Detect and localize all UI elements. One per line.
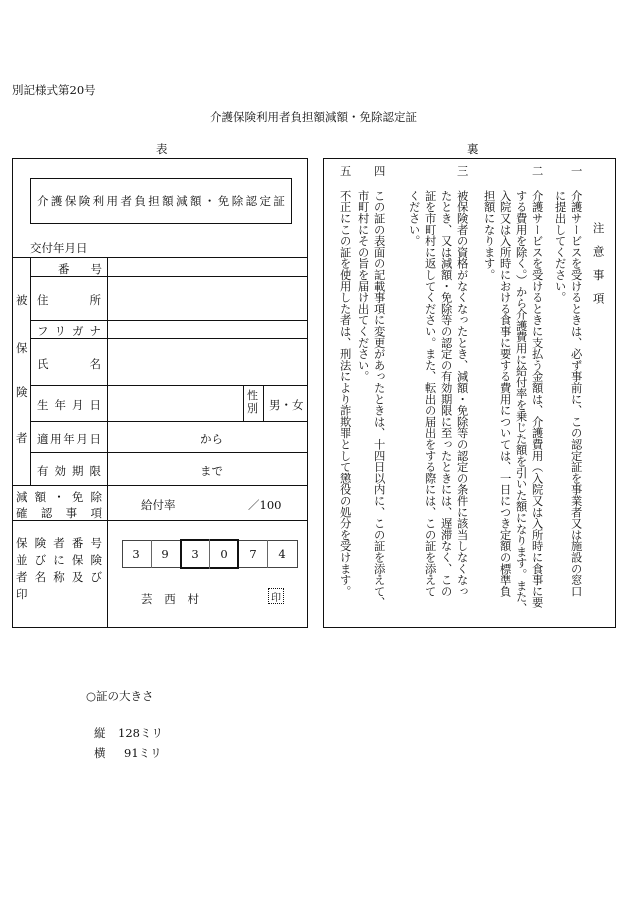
label-char: 者 — [16, 570, 28, 584]
benefit-rate-label: 給付率 — [141, 498, 176, 512]
sex-label: 性別 — [247, 389, 258, 415]
seal-mark: 印 — [268, 588, 284, 604]
label-char: 西 — [164, 592, 176, 606]
label-char: 有 — [37, 464, 49, 478]
note-number-1: 一 — [569, 165, 583, 177]
label-char: 氏 — [37, 357, 49, 371]
valid-until-text: まで — [200, 464, 223, 478]
label-char: 認 — [245, 194, 258, 208]
label-char: 除 — [90, 490, 102, 504]
label-char: び — [34, 553, 47, 567]
label-char: フ — [37, 324, 49, 338]
insurer-digit-2: 9 — [161, 547, 169, 561]
label-char: 名 — [34, 570, 47, 584]
birthdate-label — [37, 397, 101, 413]
label-char: 並 — [16, 553, 28, 567]
label-char: 期 — [72, 464, 84, 478]
label-char: 険 — [78, 194, 91, 208]
label-char: 号 — [90, 536, 102, 550]
label-char: 護 — [50, 194, 63, 208]
insurer-digit-1: 3 — [132, 547, 140, 561]
label-char: 年 — [63, 432, 75, 446]
note-2-line-1: 介護サービスを受けるときに支払う金額は、介護費用（入院又は入所時に食事に要 — [530, 190, 544, 609]
label-char: 村 — [187, 592, 199, 606]
document-title: 介護保険利用者負担額減額・免除認定証 — [210, 110, 417, 124]
label-char: 保 — [64, 194, 77, 208]
issue-date-label: 交付年月日 — [30, 241, 88, 255]
insurer-digit-5: 7 — [249, 547, 257, 561]
note-3-line-3: 証を市町村に返してください。また、転出の届出をする際には、この証を添えて — [423, 190, 437, 597]
label-char: 用 — [50, 432, 62, 446]
label-char: 減 — [176, 194, 188, 208]
label-char: 介 — [37, 194, 49, 208]
label-char: ナ — [89, 324, 101, 338]
label-char: 項 — [90, 506, 102, 520]
benefit-rate-unit: ／100 — [248, 498, 282, 512]
label-char: び — [90, 570, 102, 584]
note-3-line-4: ください。 — [407, 190, 421, 247]
label-char: 除 — [231, 194, 244, 208]
note-5-line-1: 不正にこの証を使用した者は、刑法により詐欺罪として懲役の処分を受けます。 — [338, 190, 352, 597]
label-char: 用 — [106, 194, 119, 208]
label-char: ・ — [53, 490, 65, 504]
label-char: 月 — [72, 398, 84, 412]
label-char: 利 — [92, 194, 105, 208]
label-char: ガ — [72, 324, 84, 338]
certificate-title — [37, 193, 285, 209]
label-char: 日 — [89, 398, 101, 412]
note-1-line-2: に提出してください。 — [553, 190, 567, 303]
address-label — [37, 292, 101, 308]
label-char: 名 — [89, 357, 101, 371]
label-char: 番 — [58, 262, 70, 276]
reduction-label-1 — [16, 489, 102, 505]
label-char: 日 — [89, 432, 101, 446]
insurer-digit-4: 0 — [220, 547, 228, 561]
insurer-label-line-2 — [16, 552, 102, 568]
note-number-5: 五 — [338, 165, 352, 177]
form-number: 別記様式第20号 — [12, 83, 96, 97]
note-3-line-1: 被保険者の資格がなくなったとき、減額・免除等の認定の条件に該当しなくなっ — [455, 190, 469, 597]
label-char: 番 — [71, 536, 84, 550]
name-label — [37, 356, 101, 372]
note-number-3: 三 — [455, 165, 469, 177]
insurer-label-line-4: 印 — [16, 587, 28, 601]
note-2-line-4: 担額になります。 — [482, 190, 496, 281]
valid-period-label — [37, 463, 101, 479]
insurer-digit-3: 3 — [191, 547, 199, 561]
label-char: 事 — [65, 506, 78, 520]
insured-label-4: 者 — [16, 431, 28, 445]
note-1-line-1: 介護サービスを受けるときは、必ず事前に、この認定証を事業者又は施設の窓口 — [569, 190, 583, 597]
insurer-name — [141, 591, 199, 607]
apply-from-text: から — [200, 432, 223, 446]
label-char: 効 — [54, 464, 66, 478]
label-char: 及 — [71, 570, 84, 584]
note-4-line-2: 市町村にその旨を届け出てください。 — [356, 190, 370, 383]
reduction-label-2 — [16, 505, 102, 521]
label-char: 額 — [189, 194, 202, 208]
label-char: 負 — [134, 194, 146, 208]
note-2-line-3: 入院又は入所時における食事に要する費用については、一日につき定額の標準負 — [498, 190, 512, 597]
front-side-label: 表 — [156, 142, 168, 156]
insurer-label-line-1 — [16, 535, 102, 551]
label-char: 担 — [148, 194, 160, 208]
height-value: 128ミリ — [118, 726, 163, 740]
note-number-4: 四 — [372, 165, 386, 177]
label-char: リ — [54, 324, 66, 338]
label-char: 生 — [37, 398, 49, 412]
label-char: 芸 — [141, 592, 153, 606]
note-number-2: 二 — [530, 165, 544, 177]
sex-value: 男・女 — [269, 398, 304, 412]
number-label — [58, 261, 102, 277]
label-char: 住 — [37, 293, 49, 307]
label-char: 定 — [259, 194, 271, 208]
label-char: 月 — [76, 432, 88, 446]
height-label: 縦 — [94, 726, 106, 740]
furigana-label — [37, 323, 101, 339]
label-char: 限 — [89, 464, 101, 478]
back-side-label: 裏 — [467, 142, 479, 156]
width-value: 91ミリ — [124, 746, 162, 760]
label-char: 額 — [162, 194, 174, 208]
width-label: 横 — [94, 746, 106, 760]
label-char: 証 — [273, 194, 285, 208]
label-char: 号 — [90, 262, 102, 276]
label-char: 年 — [54, 398, 66, 412]
label-char: ・ — [203, 194, 216, 208]
insurer-digit-6: 4 — [278, 547, 286, 561]
label-char: 免 — [71, 490, 84, 504]
label-char: 適 — [37, 432, 49, 446]
label-char: 保 — [16, 536, 28, 550]
insured-label-2: 保 — [16, 341, 28, 355]
notes-title: 注意事項 — [591, 222, 606, 316]
label-char: 認 — [40, 506, 53, 520]
label-char: 額 — [34, 490, 47, 504]
label-char: 免 — [217, 194, 230, 208]
insured-label-3: 険 — [16, 385, 28, 399]
size-heading: ○証の大きさ — [86, 689, 154, 703]
label-char: 者 — [120, 194, 132, 208]
insured-label-1: 被 — [16, 293, 28, 307]
label-char: 減 — [16, 490, 28, 504]
note-4-line-1: この証の表面の記載事項に変更があったときは、十四日以内に、この証を添えて、 — [372, 190, 386, 609]
note-3-line-2: たとき、又は減額・免除等の認定の有効期限に至ったときには、遅滞なく、この — [439, 190, 453, 597]
label-char: 称 — [53, 570, 65, 584]
label-char: 者 — [53, 536, 65, 550]
label-char: 保 — [71, 553, 84, 567]
label-char: 確 — [16, 506, 28, 520]
apply-date-label — [37, 431, 101, 447]
label-char: 険 — [90, 553, 102, 567]
label-char: に — [53, 553, 65, 567]
label-char: 険 — [34, 536, 47, 550]
insurer-label-line-3 — [16, 569, 102, 585]
label-char: 所 — [89, 293, 101, 307]
note-2-line-2: する費用を除く。）から介護費用に給付率を乗じた額を引いた額になります。また、 — [514, 190, 528, 614]
